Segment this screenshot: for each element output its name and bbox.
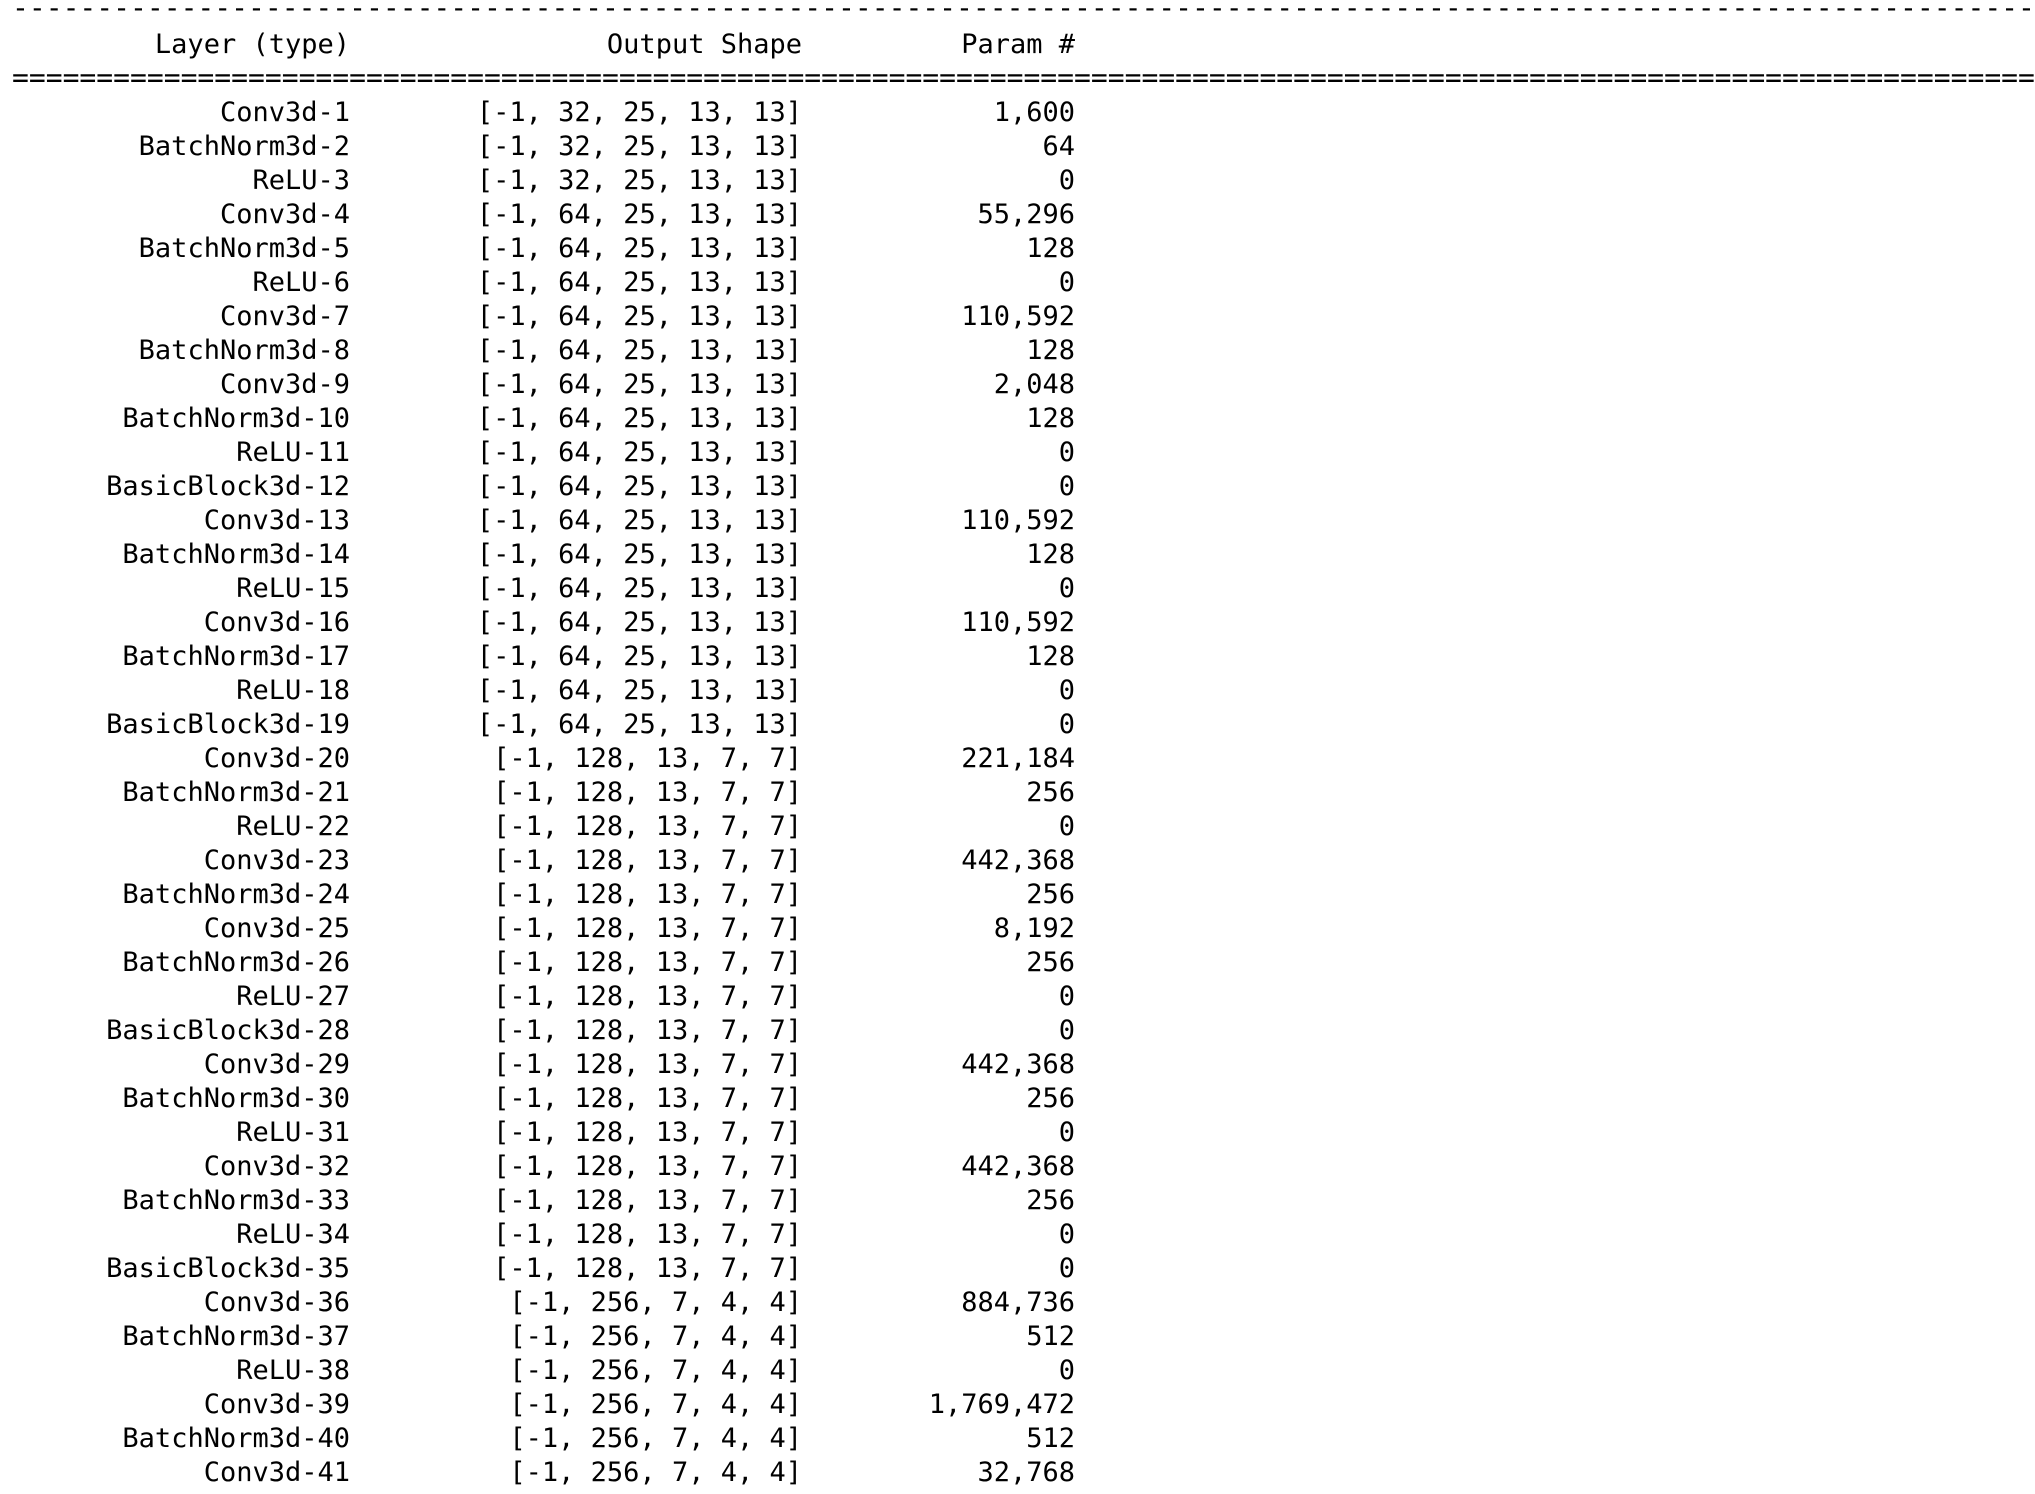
layer-name: Conv3d-4 [219, 199, 350, 230]
output-shape: [-1, 64, 25, 13, 13] [476, 539, 802, 570]
table-row [0, 130, 1098, 164]
output-shape: [-1, 256, 7, 4, 4] [509, 1389, 802, 1420]
table-row [0, 1218, 1098, 1252]
table-row [0, 878, 1098, 912]
output-shape: [-1, 64, 25, 13, 13] [476, 301, 802, 332]
param-count: 8,192 [993, 913, 1075, 944]
table-row [0, 1286, 1098, 1320]
output-shape: [-1, 256, 7, 4, 4] [509, 1321, 802, 1352]
param-count: 0 [1058, 1015, 1075, 1046]
param-count: 0 [1058, 981, 1075, 1012]
layer-name: BatchNorm3d-17 [122, 641, 350, 672]
table-row [0, 1082, 1098, 1116]
param-count: 256 [1026, 1185, 1075, 1216]
table-row [0, 810, 1098, 844]
param-count: 442,368 [961, 845, 1075, 876]
layer-name: Conv3d-9 [219, 369, 350, 400]
layer-name: Conv3d-41 [203, 1457, 350, 1488]
layer-name: Conv3d-23 [203, 845, 350, 876]
layer-name: Conv3d-13 [203, 505, 350, 536]
table-row [0, 844, 1098, 878]
param-count: 110,592 [961, 505, 1075, 536]
layer-name: BasicBlock3d-35 [106, 1253, 350, 1284]
param-count: 0 [1058, 1253, 1075, 1284]
table-row [0, 946, 1098, 980]
param-count: 128 [1026, 335, 1075, 366]
layer-name: BatchNorm3d-5 [138, 233, 350, 264]
output-shape: [-1, 64, 25, 13, 13] [476, 709, 802, 740]
layer-name: ReLU-31 [236, 1117, 350, 1148]
param-count: 128 [1026, 403, 1075, 434]
param-count: 0 [1058, 1219, 1075, 1250]
table-row [0, 1150, 1098, 1184]
param-count: 110,592 [961, 607, 1075, 638]
output-shape: [-1, 32, 25, 13, 13] [476, 165, 802, 196]
layer-name: ReLU-34 [236, 1219, 350, 1250]
layer-name: Conv3d-29 [203, 1049, 350, 1080]
param-count: 256 [1026, 947, 1075, 978]
layer-name: Conv3d-32 [203, 1151, 350, 1182]
table-row [0, 96, 1098, 130]
output-shape: [-1, 128, 13, 7, 7] [493, 811, 802, 842]
output-shape: [-1, 64, 25, 13, 13] [476, 471, 802, 502]
param-count: 0 [1058, 471, 1075, 502]
param-count: 1,769,472 [928, 1389, 1075, 1420]
table-row [0, 1320, 1098, 1354]
table-row [0, 504, 1098, 538]
param-count: 128 [1026, 233, 1075, 264]
table-row [0, 402, 1098, 436]
table-row [0, 1422, 1098, 1456]
table-row [0, 164, 1098, 198]
layer-name: Conv3d-36 [203, 1287, 350, 1318]
output-shape: [-1, 128, 13, 7, 7] [493, 1083, 802, 1114]
output-shape: [-1, 64, 25, 13, 13] [476, 369, 802, 400]
layer-name: Conv3d-1 [219, 97, 350, 128]
param-count: 512 [1026, 1423, 1075, 1454]
output-shape: [-1, 128, 13, 7, 7] [493, 1253, 802, 1284]
output-shape: [-1, 256, 7, 4, 4] [509, 1355, 802, 1386]
output-shape: [-1, 64, 25, 13, 13] [476, 505, 802, 536]
param-count: 0 [1058, 437, 1075, 468]
table-row [0, 640, 1098, 674]
layer-name: BatchNorm3d-10 [122, 403, 350, 434]
layer-name: BatchNorm3d-2 [138, 131, 350, 162]
output-shape: [-1, 128, 13, 7, 7] [493, 743, 802, 774]
layer-name: BatchNorm3d-24 [122, 879, 350, 910]
layer-name: BatchNorm3d-8 [138, 335, 350, 366]
layer-name: BatchNorm3d-37 [122, 1321, 350, 1352]
param-count: 32,768 [977, 1457, 1075, 1488]
output-shape: [-1, 64, 25, 13, 13] [476, 267, 802, 298]
table-header [0, 28, 1098, 62]
param-count: 0 [1058, 811, 1075, 842]
table-row [0, 1354, 1098, 1388]
output-shape: [-1, 128, 13, 7, 7] [493, 845, 802, 876]
layer-name: BatchNorm3d-14 [122, 539, 350, 570]
output-shape: [-1, 128, 13, 7, 7] [493, 981, 802, 1012]
table-row [0, 776, 1098, 810]
header-equals-rule: ======================================================================================================================== [12, 61, 2035, 94]
output-shape: [-1, 128, 13, 7, 7] [493, 1151, 802, 1182]
layer-name: ReLU-6 [252, 267, 350, 298]
param-count: 64 [1042, 131, 1075, 162]
layer-name: ReLU-18 [236, 675, 350, 706]
layer-name: BasicBlock3d-19 [106, 709, 350, 740]
param-count: 256 [1026, 879, 1075, 910]
param-count: 0 [1058, 1355, 1075, 1386]
table-row [0, 1252, 1098, 1286]
layer-name: BasicBlock3d-12 [106, 471, 350, 502]
layer-table-body [0, 96, 1098, 1490]
layer-name: Conv3d-39 [203, 1389, 350, 1420]
output-shape: [-1, 64, 25, 13, 13] [476, 403, 802, 434]
table-row [0, 1184, 1098, 1218]
output-shape: [-1, 32, 25, 13, 13] [476, 131, 802, 162]
layer-name: BatchNorm3d-30 [122, 1083, 350, 1114]
param-count: 0 [1058, 1117, 1075, 1148]
layer-name: ReLU-15 [236, 573, 350, 604]
table-row [0, 674, 1098, 708]
param-count: 55,296 [977, 199, 1075, 230]
table-row [0, 572, 1098, 606]
table-row [0, 606, 1098, 640]
output-shape: [-1, 64, 25, 13, 13] [476, 233, 802, 264]
layer-name: BatchNorm3d-21 [122, 777, 350, 808]
table-row [0, 266, 1098, 300]
param-count: 442,368 [961, 1049, 1075, 1080]
table-row [0, 232, 1098, 266]
output-shape: [-1, 256, 7, 4, 4] [509, 1457, 802, 1488]
param-count: 0 [1058, 165, 1075, 196]
table-row [0, 912, 1098, 946]
table-row [0, 980, 1098, 1014]
output-shape: [-1, 128, 13, 7, 7] [493, 947, 802, 978]
layer-name: Conv3d-7 [219, 301, 350, 332]
output-shape: [-1, 256, 7, 4, 4] [509, 1287, 802, 1318]
param-count: 884,736 [961, 1287, 1075, 1318]
param-count: 110,592 [961, 301, 1075, 332]
table-row [0, 1014, 1098, 1048]
table-row [0, 368, 1098, 402]
output-shape: [-1, 64, 25, 13, 13] [476, 199, 802, 230]
table-row [0, 1048, 1098, 1082]
param-count: 442,368 [961, 1151, 1075, 1182]
param-count: 1,600 [993, 97, 1075, 128]
param-count: 128 [1026, 539, 1075, 570]
table-row [0, 334, 1098, 368]
output-shape: [-1, 128, 13, 7, 7] [493, 1219, 802, 1250]
output-shape: [-1, 128, 13, 7, 7] [493, 1015, 802, 1046]
output-shape: [-1, 128, 13, 7, 7] [493, 913, 802, 944]
output-shape: [-1, 64, 25, 13, 13] [476, 641, 802, 672]
layer-name: Conv3d-25 [203, 913, 350, 944]
output-shape: [-1, 256, 7, 4, 4] [509, 1423, 802, 1454]
output-shape: [-1, 128, 13, 7, 7] [493, 1185, 802, 1216]
param-count: 512 [1026, 1321, 1075, 1352]
param-count: 256 [1026, 1083, 1075, 1114]
layer-name: ReLU-27 [236, 981, 350, 1012]
output-shape: [-1, 64, 25, 13, 13] [476, 607, 802, 638]
layer-name: BasicBlock3d-28 [106, 1015, 350, 1046]
table-row [0, 538, 1098, 572]
param-count: 2,048 [993, 369, 1075, 400]
param-count: 0 [1058, 675, 1075, 706]
param-count: 128 [1026, 641, 1075, 672]
output-shape: [-1, 128, 13, 7, 7] [493, 1049, 802, 1080]
layer-name: ReLU-38 [236, 1355, 350, 1386]
header-output-shape: Output Shape [606, 29, 802, 60]
param-count: 0 [1058, 267, 1075, 298]
param-count: 256 [1026, 777, 1075, 808]
table-row [0, 742, 1098, 776]
table-row [0, 708, 1098, 742]
output-shape: [-1, 64, 25, 13, 13] [476, 335, 802, 366]
param-count: 221,184 [961, 743, 1075, 774]
layer-name: ReLU-11 [236, 437, 350, 468]
table-row [0, 1456, 1098, 1490]
output-shape: [-1, 64, 25, 13, 13] [476, 437, 802, 468]
output-shape: [-1, 32, 25, 13, 13] [476, 97, 802, 128]
layer-name: ReLU-22 [236, 811, 350, 842]
header-layer-type: Layer (type) [154, 29, 350, 60]
param-count: 0 [1058, 709, 1075, 740]
table-row [0, 1116, 1098, 1150]
output-shape: [-1, 128, 13, 7, 7] [493, 879, 802, 910]
output-shape: [-1, 128, 13, 7, 7] [493, 777, 802, 808]
output-shape: [-1, 64, 25, 13, 13] [476, 675, 802, 706]
layer-name: BatchNorm3d-26 [122, 947, 350, 978]
layer-name: Conv3d-16 [203, 607, 350, 638]
layer-name: Conv3d-20 [203, 743, 350, 774]
table-row [0, 300, 1098, 334]
table-row [0, 198, 1098, 232]
output-shape: [-1, 64, 25, 13, 13] [476, 573, 802, 604]
table-row [0, 470, 1098, 504]
layer-name: BatchNorm3d-33 [122, 1185, 350, 1216]
header-param-count: Param # [961, 29, 1075, 60]
layer-name: ReLU-3 [252, 165, 350, 196]
param-count: 0 [1058, 573, 1075, 604]
layer-name: BatchNorm3d-40 [122, 1423, 350, 1454]
table-row [0, 436, 1098, 470]
output-shape: [-1, 128, 13, 7, 7] [493, 1117, 802, 1148]
table-row [0, 1388, 1098, 1422]
top-dash-rule: ------------------------------------------------------------------------------------------------------------------------ [12, 0, 2035, 24]
